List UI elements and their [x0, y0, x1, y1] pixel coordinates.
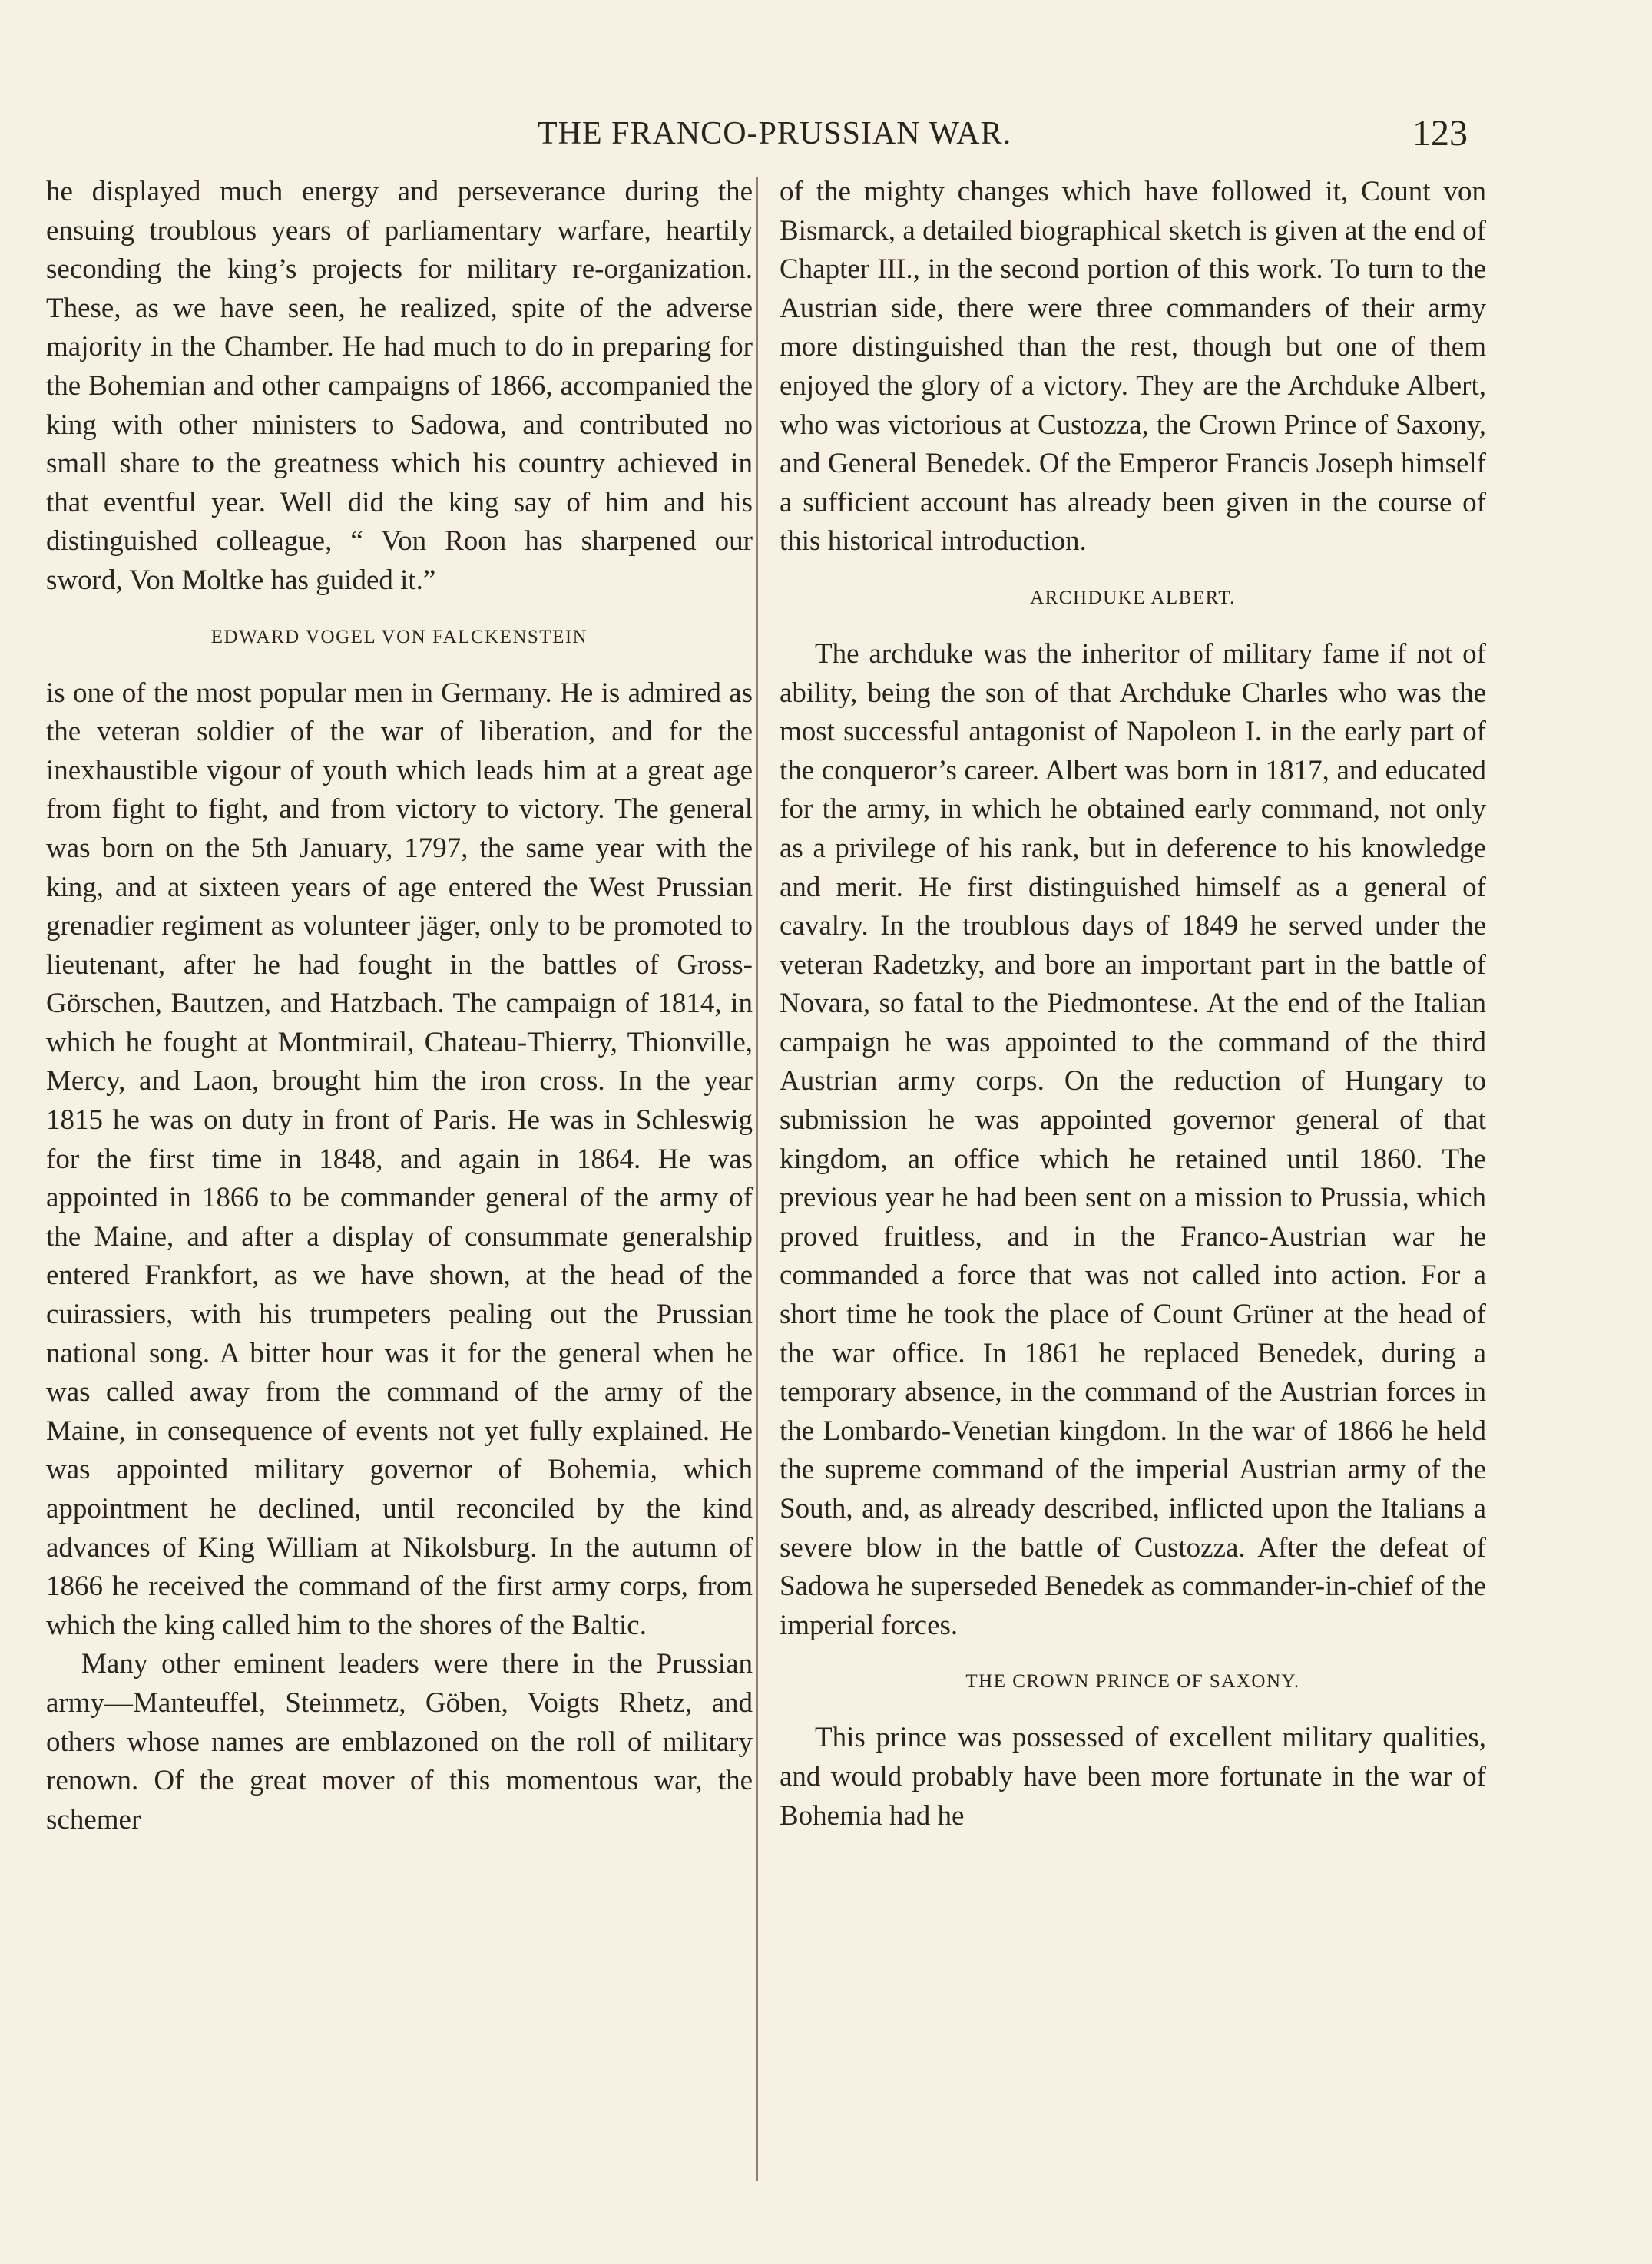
- left-paragraph-3: Many other eminent leaders were there in the Prussian army—Manteuffel, Steinmetz, Göben, Voigts Rhetz, and others whose names are emblazoned on the roll of military renown. Of the great mover of this momentous war, the schemer: [46, 1648, 753, 1835]
- running-title: THE FRANCO-PRUSSIAN WAR.: [538, 116, 1012, 151]
- left-paragraph-1: he displayed much energy and perseverance during the ensuing troublous years of parliamentary warfare, heartily seconding the king’s projects for military re-organization. These, as we have seen, he realized, spite of the adverse majority in the Chamber. He had much to do in preparing for the Bohemian and other campaigns of 1866, accompanied the king with other ministers to Sadowa, and contributed no small share to the greatness which his country achieved in that eventful year. Well did the king say of him and his distinguished colleague, “ Von Roon has sharpened our sword, Von Moltke has guided it.”: [46, 176, 753, 596]
- right-column: [780, 173, 1486, 1835]
- page-header: [0, 115, 1652, 161]
- section-heading-archduke-albert: ARCHDUKE ALBERT.: [1030, 587, 1236, 608]
- right-paragraph-3: This prince was possessed of excellent military qualities, and would probably have been more fortunate in the war of Bohemia had he: [780, 1722, 1486, 1832]
- column-divider: [756, 177, 758, 2181]
- left-column: [46, 173, 753, 1839]
- right-paragraph-2: The archduke was the inheritor of military fame if not of ability, being the son of that Archduke Charles who was the most successful antagonist of Napoleon I. in the early part of the conqueror’s career. Albert was born in 1817, and educated for the army, in which he obtained early command, not only as a privilege of his rank, but in deference to his knowledge and merit. He first distinguished himself as a general of cavalry. In the troublous days of 1849 he served under the veteran Radetzky, and bore an important part in the battle of Novara, so fatal to the Piedmontese. At the end of the Italian campaign he was appointed to the command of the third Austrian army corps. On the reduction of Hungary to submission he was appointed governor general of that kingdom, an office which he retained until 1860. The previous year he had been sent on a mission to Prussia, which proved fruitless, and in the Franco-Austrian war he commanded a force that was not called into action. For a short time he took the place of Count Grüner at the head of the war office. In 1861 he replaced Benedek, during a temporary absence, in the command of the Austrian forces in the Lombardo-Venetian kingdom. In the war of 1866 he held the supreme command of the imperial Austrian army of the South, and, as already described, inflicted upon the Italians a severe blow in the battle of Custozza. After the defeat of Sadowa he superseded Benedek as commander-in-chief of the imperial forces.: [780, 637, 1486, 1641]
- section-heading-falckenstein: EDWARD VOGEL VON FALCKENSTEIN: [210, 626, 588, 647]
- section-heading-crown-prince-saxony: THE CROWN PRINCE OF SAXONY.: [965, 1671, 1300, 1693]
- left-paragraph-2: is one of the most popular men in Germany. He is admired as the veteran soldier of the war of liberation, and for the inexhaustible vigour of youth which leads him at a great age from fight to fight, and from victory to victory. The general was born on the 5th January, 1797, the same year with the king, and at sixteen years of age entered the West Prussian grenadier regiment as volunteer jäger, only to be promoted to lieutenant, after he had fought in the battles of Gross-Görschen, Bautzen, and Hatzbach. The campaign of 1814, in which he fought at Montmirail, Chateau-Thierry, Thionville, Mercy, and Laon, brought him the iron cross. In the year 1815 he was on duty in front of Paris. He was in Schleswig for the first time in 1848, and again in 1864. He was appointed in 1866 to be commander general of the army of the Maine, and after a display of consummate generalship entered Frankfort, as we have shown, at the head of the cuirassiers, with his trumpeters pealing out the Prussian national song. A bitter hour was it for the general when he was called away from the command of the army of the Maine, in consequence of events not yet fully explained. He was appointed military governor of Bohemia, which appointment he declined, until reconciled by the kind advances of King William at Nikolsburg. In the autumn of 1866 he received the command of the first army corps, from which the king called him to the shores of the Baltic.: [46, 677, 753, 1641]
- page-number: 123: [1412, 113, 1468, 154]
- right-paragraph-1: of the mighty changes which have followed it, Count von Bismarck, a detailed biographical sketch is given at the end of Chapter III., in the second portion of this work. To turn to the Austrian side, there were three commanders of their army more distinguished than the rest, though but one of them enjoyed the glory of a victory. They are the Archduke Albert, who was victorious at Custozza, the Crown Prince of Saxony, and General Benedek. Of the Emperor Francis Joseph himself a sufficient account has already been given in the course of this historical introduction.: [780, 176, 1486, 558]
